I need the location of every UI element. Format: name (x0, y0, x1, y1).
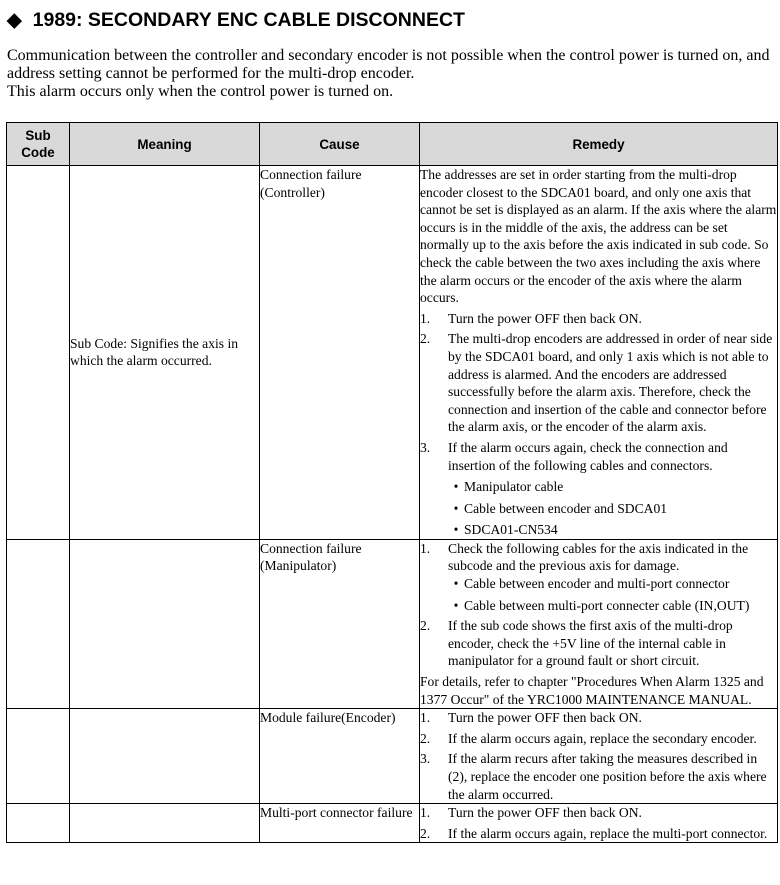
remedy-detail: For details, refer to chapter "Procedures When Alarm 1325 and 1377 Occur" of the YRC1000 MAINTENANCE MANUAL. (420, 674, 764, 707)
remedy-cell (420, 166, 778, 540)
header-remedy: Remedy (420, 123, 778, 166)
step-number: 2. (420, 825, 431, 841)
step-text: If the alarm occurs again, replace the secondary encoder. (448, 730, 757, 746)
step-number: 1. (420, 310, 431, 326)
list-item (448, 500, 777, 518)
list-item (448, 521, 777, 539)
step-text: Turn the power OFF then back ON. (448, 310, 642, 326)
step-text: Turn the power OFF then back ON. (448, 710, 642, 726)
meaning-cell (70, 709, 260, 804)
cause-cell: Connection failure (Manipulator) (260, 539, 420, 708)
remedy-cell (420, 804, 778, 843)
heading-title: 1989: SECONDARY ENC CABLE DISCONNECT (32, 9, 465, 31)
header-meaning: Meaning (70, 123, 260, 166)
cause-cell: Module failure(Encoder) (260, 709, 420, 804)
step-text: If the alarm occurs again, replace the multi-port connector. (448, 825, 768, 841)
sub-code-cell (7, 709, 70, 804)
step-text: If the alarm recurs after taking the measures described in (2), replace the encoder one position before the axis where the alarm occurred. (448, 751, 767, 802)
remedy-step (420, 310, 777, 328)
remedy-step (420, 439, 777, 539)
remedy-step (420, 730, 777, 748)
meaning-cell (70, 166, 260, 540)
bullet-text: Manipulator cable (464, 479, 564, 495)
remedy-step (420, 750, 777, 803)
step-text: If the sub code shows the first axis of the multi-drop encoder, check the +5V line of the internal cable in manipulator for a ground fault or short circuit. (448, 618, 733, 669)
list-item (448, 478, 777, 496)
bullet-icon: • (453, 597, 459, 613)
bullet-text: SDCA01-CN534 (464, 522, 558, 538)
remedy-cell (420, 539, 778, 708)
bullet-text: Cable between multi-port connecter cable (IN,OUT) (464, 597, 750, 613)
table-row (7, 709, 778, 804)
meaning-cell (70, 804, 260, 843)
list-item (448, 575, 777, 593)
step-text: If the alarm occurs again, check the connection and insertion of the following cables and connectors. (448, 439, 728, 473)
intro-paragraph: Communication between the controller and secondary encoder is not possible when the control power is turned on, and address setting cannot be performed for the multi-drop encoder. (7, 47, 770, 82)
bullet-icon: • (453, 522, 459, 538)
meaning-cell (70, 539, 260, 708)
bullet-text: Cable between encoder and SDCA01 (464, 500, 668, 516)
diamond-icon: ◆ (7, 10, 22, 31)
remedy-step (420, 825, 777, 843)
remedy-intro: The addresses are set in order starting from the multi-drop encoder closest to the SDCA01 board, and only one axis that cannot be set is displayed as an alarm. If the axis where the alarm occurs is in the middle of the axis, the address can be set normally up to the axis before the axis indicated in sub code. So check the cable between the two axes including the axis where the alarm occurs or the encoder of the axis where the alarm occurs. (420, 167, 777, 306)
sub-code-cell (7, 539, 70, 708)
bullet-list (448, 575, 777, 614)
remedy-cell (420, 709, 778, 804)
intro-text (7, 47, 777, 101)
table-row (7, 539, 778, 708)
bullet-text: Cable between encoder and multi-port connector (464, 576, 730, 592)
bullet-list (448, 478, 777, 539)
remedy-step (420, 804, 777, 822)
alarm-table (6, 122, 778, 843)
header-row (7, 123, 778, 166)
step-number: 2. (420, 331, 431, 347)
cause-cell: Connection failure (Controller) (260, 166, 420, 540)
step-text: Check the following cables for the axis indicated in the subcode and the previous axis for damage. (448, 540, 749, 574)
step-number: 3. (420, 751, 431, 767)
bullet-icon: • (453, 479, 459, 495)
step-number: 1. (420, 710, 431, 726)
bullet-icon: • (453, 500, 459, 516)
header-cause: Cause (260, 123, 420, 166)
step-number: 2. (420, 730, 431, 746)
step-text: The multi-drop encoders are addressed in order of near side by the SDCA01 board, and only 1 axis which is not able to address is alarmed. And the encoders are addressed successfully before the alarm axis. Therefore, check the connection and insertion of the cable and connector before the alarm axis, or the encoder of the alarm axis. (448, 331, 773, 435)
step-text: Turn the power OFF then back ON. (448, 805, 642, 821)
step-number: 1. (420, 540, 431, 556)
step-number: 3. (420, 439, 431, 455)
cause-cell: Multi-port connector failure (260, 804, 420, 843)
table-row (7, 166, 778, 540)
list-item (448, 597, 777, 615)
header-sub-code: Sub Code (7, 123, 70, 166)
step-number: 1. (420, 805, 431, 821)
remedy-step (420, 330, 777, 436)
intro-note: This alarm occurs only when the control power is turned on. (7, 83, 394, 100)
remedy-step (420, 540, 777, 614)
section-heading (7, 9, 465, 32)
sub-code-cell (7, 166, 70, 540)
meaning-text: Sub Code: Signifies the axis in which the alarm occurred. (70, 335, 239, 369)
table-row (7, 804, 778, 843)
bullet-icon: • (453, 576, 459, 592)
remedy-step (420, 617, 777, 670)
sub-code-cell (7, 804, 70, 843)
step-number: 2. (420, 618, 431, 634)
remedy-step (420, 709, 777, 727)
